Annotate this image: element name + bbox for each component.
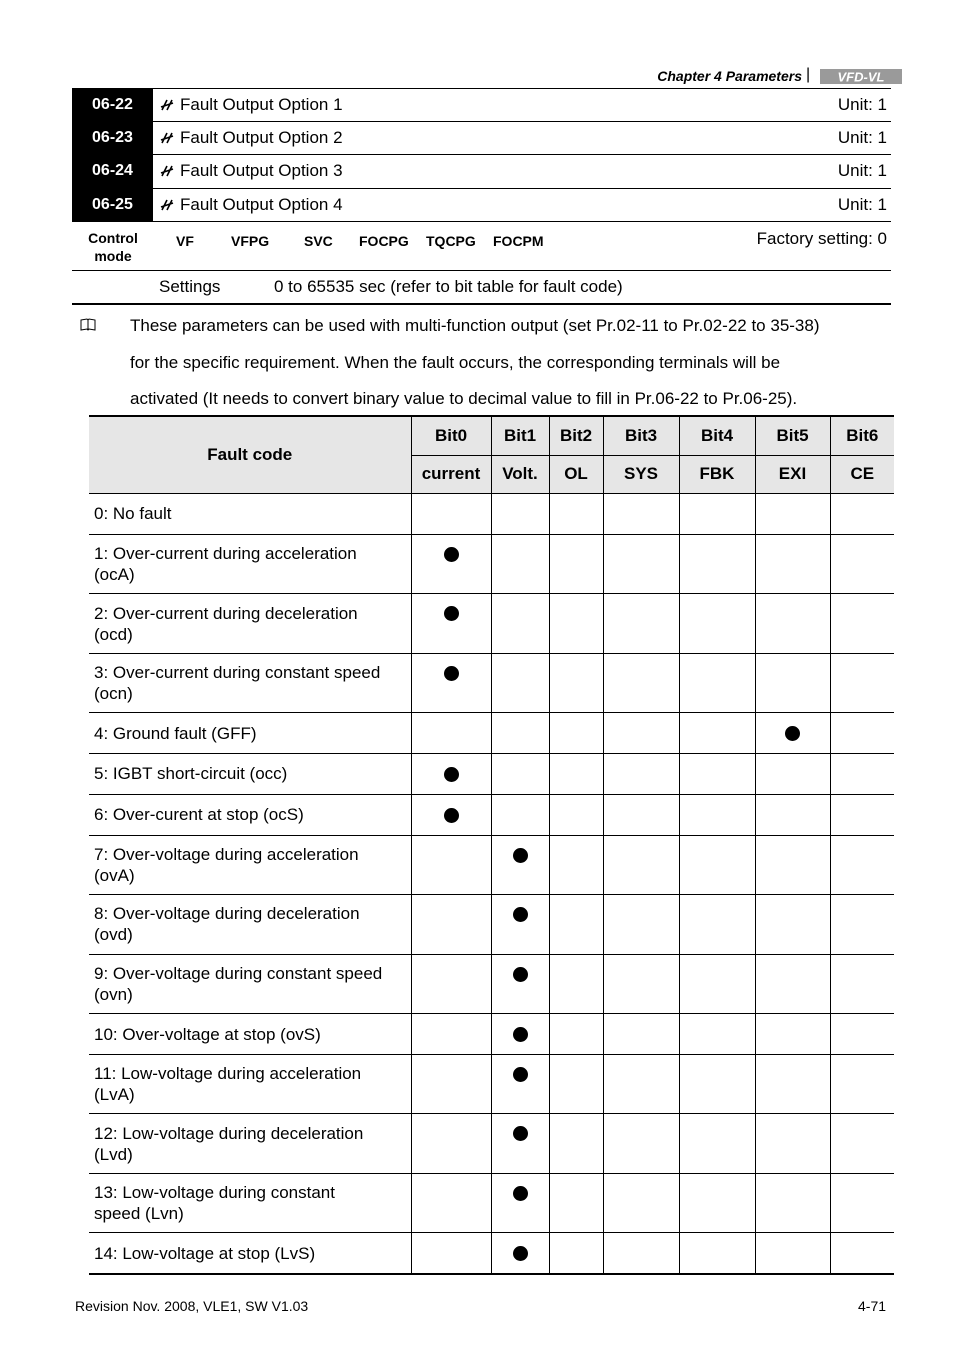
bit-cell [755, 895, 830, 955]
bit-set-dot-icon [444, 547, 459, 562]
control-mode-label: Control mode [88, 230, 138, 264]
fault-row [89, 1054, 894, 1114]
revision-text: Revision Nov. 2008, VLE1, SW V1.03 [75, 1298, 309, 1314]
bit-cell [603, 1173, 679, 1233]
bit-set-dot-icon [513, 967, 528, 982]
bit-header: Bit3 [603, 416, 679, 455]
bit-cell [755, 1173, 830, 1233]
book-icon [80, 318, 96, 332]
bit-cell [755, 494, 830, 535]
bit-cell [491, 754, 549, 795]
bit-cell [549, 713, 603, 754]
bit-cell [755, 754, 830, 795]
bit-cell [755, 835, 830, 895]
bit-cell [603, 794, 679, 835]
fault-description: 7: Over-voltage during acceleration (ovA) [89, 835, 411, 895]
mode-focpg: FOCPG [359, 233, 409, 249]
bit-cell [830, 954, 894, 1014]
mode-vfpg: VFPG [231, 233, 270, 249]
bit-cell [679, 835, 755, 895]
fault-description: 11: Low-voltage during acceleration (LvA) [89, 1054, 411, 1114]
bit-cell [411, 713, 491, 754]
bit-cell [679, 1014, 755, 1055]
bit-cell [411, 653, 491, 713]
param-unit: Unit: 1 [837, 161, 887, 181]
control-mode-row [72, 223, 891, 271]
bit-cell [830, 1233, 894, 1274]
fault-row [89, 794, 894, 835]
fault-bit-table [89, 415, 894, 1275]
bit-cell [491, 1014, 549, 1055]
page-number: 4-71 [858, 1298, 887, 1314]
bit-cell [549, 1173, 603, 1233]
bit-cell [679, 713, 755, 754]
bit-name: CE [830, 455, 894, 494]
bit-set-dot-icon [513, 848, 528, 863]
bit-cell [549, 835, 603, 895]
fault-description: 9: Over-voltage during constant speed (ovn) [89, 954, 411, 1014]
bit-cell [830, 1054, 894, 1114]
fault-row [89, 1114, 894, 1174]
fault-description: 4: Ground fault (GFF) [89, 713, 411, 754]
param-name: Fault Output Option 1 [180, 94, 343, 114]
bit-cell [411, 494, 491, 535]
bit-cell [411, 954, 491, 1014]
bit-cell [549, 954, 603, 1014]
bit-cell [755, 1114, 830, 1174]
write-run-icon [160, 198, 174, 212]
bit-cell [603, 754, 679, 795]
bit-cell [549, 594, 603, 654]
bit-cell [491, 653, 549, 713]
bit-cell [491, 713, 549, 754]
bit-cell [830, 534, 894, 594]
bit-set-dot-icon [513, 1246, 528, 1261]
bit-cell [603, 1054, 679, 1114]
bit-cell [411, 1054, 491, 1114]
param-name: Fault Output Option 2 [180, 127, 343, 147]
fault-description: 12: Low-voltage during deceleration (Lvd) [89, 1114, 411, 1174]
write-run-icon [160, 164, 174, 178]
bit-set-dot-icon [444, 606, 459, 621]
bit-cell [411, 754, 491, 795]
bit-cell [679, 1114, 755, 1174]
fault-code-header: Fault code [89, 416, 411, 494]
bit-cell [830, 494, 894, 535]
bit-cell [603, 1014, 679, 1055]
bit-set-dot-icon [444, 808, 459, 823]
bit-cell [603, 713, 679, 754]
bit-cell [679, 494, 755, 535]
mode-focpm: FOCPM [493, 233, 544, 249]
page-header [0, 64, 954, 88]
bit-cell [679, 794, 755, 835]
bit-cell [755, 1233, 830, 1274]
bit-cell [411, 1114, 491, 1174]
bit-cell [679, 594, 755, 654]
bit-cell [830, 1014, 894, 1055]
bit-cell [830, 653, 894, 713]
bit-cell [491, 954, 549, 1014]
param-unit: Unit: 1 [837, 194, 887, 214]
fault-description: 6: Over-curent at stop (ocS) [89, 794, 411, 835]
fault-row [89, 1173, 894, 1233]
bit-cell [491, 594, 549, 654]
bit-cell [755, 1054, 830, 1114]
bit-set-dot-icon [513, 1126, 528, 1141]
fault-row [89, 534, 894, 594]
bit-cell [679, 895, 755, 955]
bit-header: Bit4 [679, 416, 755, 455]
bit-cell [491, 1173, 549, 1233]
bit-cell [411, 594, 491, 654]
fault-description: 8: Over-voltage during deceleration (ovd) [89, 895, 411, 955]
bit-name: Volt. [491, 455, 549, 494]
fault-row [89, 754, 894, 795]
bit-name: current [411, 455, 491, 494]
fault-description: 13: Low-voltage during constant speed (Lvn) [89, 1173, 411, 1233]
bit-cell [830, 594, 894, 654]
settings-row [72, 271, 891, 305]
header-separator: | [806, 66, 811, 83]
bit-cell [549, 754, 603, 795]
bit-cell [491, 895, 549, 955]
write-run-icon [160, 98, 174, 112]
bit-cell [411, 1014, 491, 1055]
mode-tqcpg: TQCPG [426, 233, 476, 249]
write-run-icon [160, 131, 174, 145]
param-unit: Unit: 1 [837, 94, 887, 114]
bit-cell [411, 534, 491, 594]
bit-cell [603, 653, 679, 713]
bit-cell [491, 1054, 549, 1114]
bit-cell [755, 954, 830, 1014]
bit-cell [755, 713, 830, 754]
bit-cell [603, 594, 679, 654]
fault-row [89, 1233, 894, 1274]
bit-cell [830, 835, 894, 895]
bit-name: OL [549, 455, 603, 494]
parameter-list [72, 88, 891, 222]
param-row [72, 88, 891, 122]
fault-row [89, 594, 894, 654]
bit-cell [603, 1114, 679, 1174]
bit-header: Bit6 [830, 416, 894, 455]
bit-cell [411, 1173, 491, 1233]
bit-cell [549, 1014, 603, 1055]
bit-cell [411, 1233, 491, 1274]
logo-text: VFD-VL [837, 69, 885, 84]
bit-cell [679, 534, 755, 594]
fault-description: 5: IGBT short-circuit (occ) [89, 754, 411, 795]
param-code: 06-25 [72, 189, 153, 222]
bit-set-dot-icon [513, 907, 528, 922]
bit-cell [830, 895, 894, 955]
bit-cell [755, 653, 830, 713]
bit-cell [549, 895, 603, 955]
fault-description: 1: Over-current during acceleration (ocA) [89, 534, 411, 594]
bit-set-dot-icon [513, 1186, 528, 1201]
bit-cell [549, 1114, 603, 1174]
param-row [72, 189, 891, 223]
fault-description: 0: No fault [89, 494, 411, 535]
bit-cell [549, 1054, 603, 1114]
bit-cell [755, 794, 830, 835]
bit-cell [679, 954, 755, 1014]
bit-header: Bit1 [491, 416, 549, 455]
bit-set-dot-icon [513, 1027, 528, 1042]
bit-set-dot-icon [785, 726, 800, 741]
fault-description: 10: Over-voltage at stop (ovS) [89, 1014, 411, 1055]
bit-cell [830, 754, 894, 795]
fault-row [89, 713, 894, 754]
bit-cell [411, 794, 491, 835]
bit-cell [603, 954, 679, 1014]
bit-cell [755, 594, 830, 654]
bit-cell [679, 1054, 755, 1114]
bit-cell [603, 835, 679, 895]
bit-cell [603, 895, 679, 955]
param-code: 06-22 [72, 89, 153, 121]
mode-vf: VF [176, 233, 194, 249]
param-row [72, 155, 891, 189]
fault-row [89, 653, 894, 713]
bit-header: Bit5 [755, 416, 830, 455]
settings-value: 0 to 65535 sec (refer to bit table for fault code) [274, 277, 623, 296]
settings-label: Settings [159, 277, 221, 296]
mode-svc: SVC [304, 233, 333, 249]
bit-cell [491, 494, 549, 535]
bit-cell [491, 835, 549, 895]
param-code: 06-23 [72, 122, 153, 155]
fault-description: 2: Over-current during deceleration (ocd) [89, 594, 411, 654]
bit-name: EXI [755, 455, 830, 494]
bit-cell [679, 653, 755, 713]
bit-cell [549, 534, 603, 594]
param-name: Fault Output Option 3 [180, 161, 343, 181]
bit-cell [549, 1233, 603, 1274]
bit-cell [491, 1233, 549, 1274]
bit-cell [679, 1233, 755, 1274]
param-name: Fault Output Option 4 [180, 194, 343, 214]
bit-cell [830, 1173, 894, 1233]
bit-cell [549, 794, 603, 835]
param-row [72, 122, 891, 156]
bit-set-dot-icon [513, 1067, 528, 1082]
param-code: 06-24 [72, 155, 153, 188]
fault-row [89, 954, 894, 1014]
bit-cell [411, 835, 491, 895]
param-unit: Unit: 1 [837, 127, 887, 147]
bit-header: Bit2 [549, 416, 603, 455]
bit-cell [755, 534, 830, 594]
bit-cell [549, 653, 603, 713]
bit-cell [830, 713, 894, 754]
fault-row [89, 494, 894, 535]
fault-row [89, 835, 894, 895]
bit-cell [549, 494, 603, 535]
bit-cell [491, 1114, 549, 1174]
bit-cell [603, 1233, 679, 1274]
bit-header: Bit0 [411, 416, 491, 455]
fault-description: 3: Over-current during constant speed (ocn) [89, 653, 411, 713]
fault-row [89, 1014, 894, 1055]
bit-name: FBK [679, 455, 755, 494]
bit-header-row [89, 416, 894, 455]
bit-cell [679, 754, 755, 795]
chapter-title: Chapter 4 Parameters [657, 68, 802, 84]
bit-cell [491, 794, 549, 835]
factory-setting: Factory setting: 0 [756, 229, 887, 248]
bit-cell [830, 1114, 894, 1174]
bit-name: SYS [603, 455, 679, 494]
bit-cell [603, 534, 679, 594]
note-text: These parameters can be used with multi-function output (set Pr.02-11 to Pr.02-22 to 35-38) for the specific requirement. When the fault occurs, the corresponding terminals will be activated (It needs to convert binary value to decimal value to fill in Pr.06-22 to Pr.06-25). [130, 316, 820, 408]
bit-cell [830, 794, 894, 835]
bit-cell [755, 1014, 830, 1055]
bit-set-dot-icon [444, 767, 459, 782]
fault-row [89, 895, 894, 955]
fault-description: 14: Low-voltage at stop (LvS) [89, 1233, 411, 1274]
bit-set-dot-icon [444, 666, 459, 681]
bit-cell [603, 494, 679, 535]
vfd-vl-logo [820, 69, 902, 84]
bit-cell [491, 534, 549, 594]
bit-cell [679, 1173, 755, 1233]
bit-cell [411, 895, 491, 955]
